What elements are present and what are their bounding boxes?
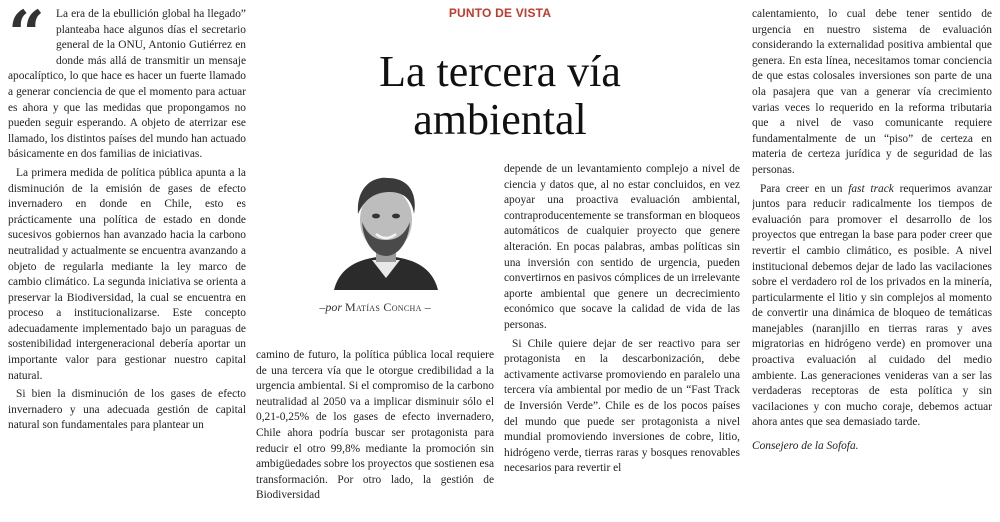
paragraph: La primera medida de política pública apunta a la disminución de la emisión de gases de efecto invernadero en donde en Chile, esto es prácticamente una política de estado en donde sucesivos gobiernos han avanzado hacia la carbono neutralidad y actualmente se encuentra avanzando a objeto de regularla mediante la ley marco de cambio climático. La segunda iniciativa se orienta a preservar la Biodiversidad, la cual se encuentra en proceso a institucionalizarse. Este concepto adecuadamente implementado bajo un paraguas de sostenibilidad intergeneracional debería aportar un importante valor para gestionar nuestro capital natural. <box>8 166 246 382</box>
author-name: Matías Concha <box>344 300 422 314</box>
article-column-2 <box>256 348 494 518</box>
article-column-1 <box>8 7 246 517</box>
headline-line-1: La tercera vía <box>379 47 621 96</box>
paragraph: camino de futuro, la política pública local requiere de una tercera vía que le otorgue credibilidad a la urgencia ambiental. Si el compromiso de la carbono neutralidad al 2050 va a implicar disminuir sólo el 0,21-0,25% de los gases de efecto invernadero, Chile ahora podría buscar ser protagonista para reducir el otro 99,8% mediante la promoción sin ambigüedades sobre los proyectos que sostienen esa transformación. Por otro lado, la gestión de Biodiversidad <box>256 349 494 502</box>
fast-track-italic: fast track <box>848 182 894 195</box>
byline-prefix: –por <box>319 300 342 314</box>
article-column-3 <box>504 162 740 518</box>
byline <box>256 300 494 315</box>
paragraph: Si Chile quiere dejar de ser reactivo para ser protagonista en la descarbonización, debe activamente activarse promoviendo en paralelo una tercera vía ambiental por medio de un “Fast Track de Inversión Verde”. Chile es de los pocos países del mundo que puede ser protagonista a nivel mundial promoviendo inversiones de cobre, litio, hidrógeno verde, tierras raras y bosques renovables necesarios para revertir el <box>504 337 740 475</box>
paragraph <box>752 182 992 432</box>
headline-line-2: ambiental <box>413 95 587 144</box>
paragraph-text: requerimos avanzar juntos para reducir radicalmente los tiempos de evaluación para promover el desarrollo de los proyectos que entregan la base para poder creer que revertir el cambio climático, es posible. A nivel institucional debemos dejar de lado las vacilaciones sobre el verdadero rol de los privados en la minería, particularmente el litio y sin complejos al momento de convertir una dinámica de bloqueo de temáticas manejables (naranjillo en tierras raras y aves migratorias en hidrógeno verde) en promover una proactiva evaluación al cuidado del medio ambiente. Las generaciones venideras van a ser las verdaderas receptoras de esta política y sin vacilaciones y con mucho coraje, debemos actuar ahora antes que sea demasiado tarde. <box>752 182 992 429</box>
author-portrait-icon <box>330 170 442 290</box>
open-quote-icon: “ <box>8 7 45 72</box>
paragraph-text: Para creer en un <box>760 182 849 195</box>
paragraph: calentamiento, lo cual debe tener sentido de urgencia en nuestro sistema de evaluación considerando la externalidad positiva ambiental que genera. En esta línea, necesitamos tomar conciencia de que estas colosales inversiones son parte de una ola pasajera que van a generar vía crecimiento varias veces lo requerido en la reforma tributaria que a nivel de vaso comunicante requiere fundamentalmente de un “piso” de certeza en materia de certeza jurídica y de seguridad de las personas. <box>752 8 992 176</box>
headline <box>300 48 700 144</box>
byline-suffix: – <box>424 300 431 314</box>
paragraph: La era de la ebullición global ha llegado” planteaba hace algunos días el secretario general de la ONU, Antonio Gutiérrez en donde más allá de transmitir un mensaje apocalíptico, lo que hace es hacer un fuerte llamado a generar conciencia de que el momento para actuar es ahora y que las medidas que propongamos no pueden seguir esperando. A objeto de aterrizar ese llamado, los distintos países del mundo han actuado básicamente en dos familias de iniciativas. <box>8 8 246 161</box>
article-column-4 <box>752 7 992 518</box>
paragraph: Si bien la disminución de los gases de efecto invernadero y una adecuada gestión de capital natural son fundamentales para plantear un <box>8 388 246 432</box>
paragraph: depende de un levantamiento complejo a nivel de ciencia y datos que, al no estar concluidos, en vez apoyar una proactiva evaluación ambiental, contraproducentemente se transforman en bloqueos automáticos de cualquier proyecto que genere alteración. En pocas palabras, ambas políticas sin una inversión con sentido de urgencia, pueden convertirnos en pasivos cómplices de un irrelevante aporte ambiental que genere un decrecimiento económico que socave la calidad de vida de las personas. <box>504 163 740 331</box>
section-label: PUNTO DE VISTA <box>448 6 552 20</box>
author-signature: Consejero de la Sofofa. <box>752 440 859 453</box>
